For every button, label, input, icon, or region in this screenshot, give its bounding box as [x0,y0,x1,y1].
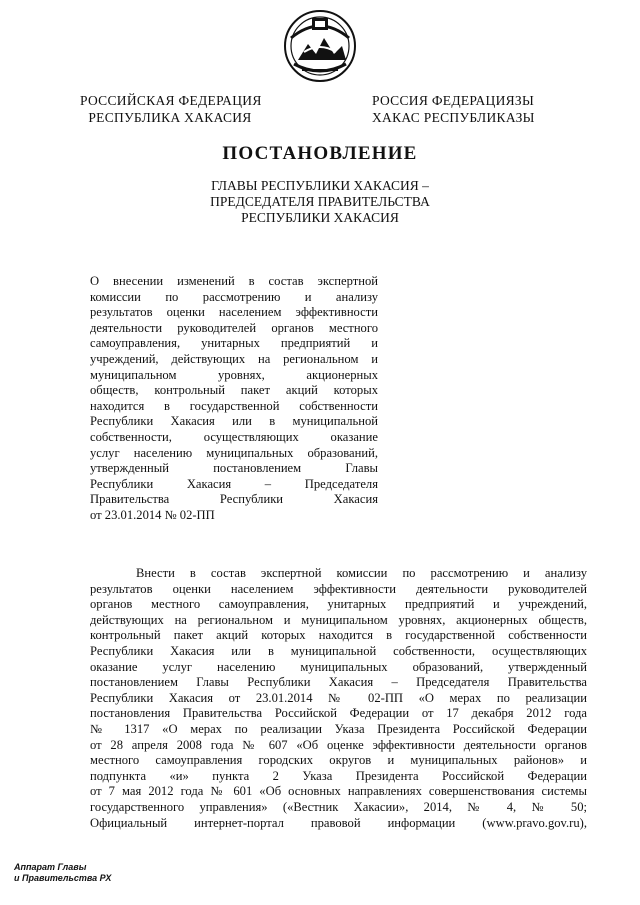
subject-line: находится в государственной собственности [90,398,378,413]
body-line: № 1317 «О мерах по реализации Указа Президента Российской Федерации [90,721,587,736]
header-russian [80,92,260,126]
body-line: результатов оценки населением эффективности деятельности руководителей [90,581,587,596]
subject-line: самоуправления, унитарных предприятий и [90,336,378,351]
body-line: органов местного самоуправления, унитарных предприятий и учреждений, [90,597,587,612]
subject-line: утвержденный постановлением Главы [90,461,378,476]
subject-block [90,274,378,524]
subject-line: собственности, осуществляющих оказание [90,429,378,444]
header-republic-kh: ХАКАС РЕСПУБЛИКАЗЫ [372,110,535,125]
subject-line: деятельности руководителей органов местного [90,320,378,335]
header-country-kh: РОССИЯ ФЕДЕРАЦИЯЗЫ [372,93,535,108]
subject-line: комиссии по рассмотрению и анализу [90,289,378,304]
body-line: подпункта «и» пункта 2 Указа Президента Российской Федерации [90,768,587,783]
body-line: местного самоуправления городских округов и муниципальных районов» и [90,753,587,768]
subject-line: результатов оценки населением эффективности [90,305,378,320]
stamp-line: и Правительства РХ [14,873,112,883]
stamp-line: Аппарат Главы [14,862,87,872]
subject-line: учреждений, действующих на региональном и [90,351,378,366]
coat-of-arms-icon [274,8,366,84]
document-type-title: ПОСТАНОВЛЕНИЕ [222,143,418,164]
body-line: государственного управления» («Вестник Хакасии», 2014, № 4, № 50; [90,799,587,814]
issuer-line: ПРЕДСЕДАТЕЛЯ ПРАВИТЕЛЬСТВА [210,194,430,209]
body-line: Республики Хакасия или в муниципальной собственности, осуществляющих [90,643,587,658]
body-line: оказание услуг населению муниципальных образований, утвержденный [90,659,587,674]
header-republic-ru: РЕСПУБЛИКА ХАКАСИЯ [88,110,252,125]
subject-line: от 23.01.2014 № 02-ПП [90,507,215,522]
header-khakas [372,92,535,126]
office-stamp [14,862,111,884]
subject-line: муниципальном уровнях, акционерных [90,367,378,382]
subject-line: О внесении изменений в состав экспертной [90,274,378,288]
body-line: контрольный пакет акций которых находится в государственной собственности [90,628,587,643]
subject-line: обществ, контрольный пакет акций которых [90,383,378,398]
body-line: Республики Хакасия от 23.01.2014 № 02-ПП «О мерах по реализации [90,690,587,705]
issuer-block [0,178,640,226]
body-line: действующих на региональном и муниципальном уровнях, акционерных обществ, [90,612,587,627]
subject-line: Республики Хакасия – Председателя [90,476,378,491]
body-line: постановлением Главы Республики Хакасия – Председателя Правительства [90,675,587,690]
body-line: от 28 апреля 2008 года № 607 «Об оценке эффективности деятельности органов [90,737,587,752]
subject-line: Правительства Республики Хакасия [90,492,378,507]
body-line: от 7 мая 2012 года № 601 «Об основных направлениях совершенствования системы [90,784,587,799]
body-line: Официальный интернет-портал правовой информации (www.pravo.gov.ru), [90,815,587,830]
body-paragraph [90,566,587,831]
subject-line: Республики Хакасия или в муниципальной [90,414,378,429]
subject-line: услуг населению муниципальных образований, [90,445,378,460]
issuer-line: ГЛАВЫ РЕСПУБЛИКИ ХАКАСИЯ – [211,178,429,193]
body-line: Внести в состав экспертной комиссии по рассмотрению и анализу [136,566,587,580]
body-line: постановления Правительства Российской Федерации от 17 декабря 2012 года [90,706,587,721]
header-country-ru: РОССИЙСКАЯ ФЕДЕРАЦИЯ [80,93,262,108]
issuer-line: РЕСПУБЛИКИ ХАКАСИЯ [241,210,399,225]
